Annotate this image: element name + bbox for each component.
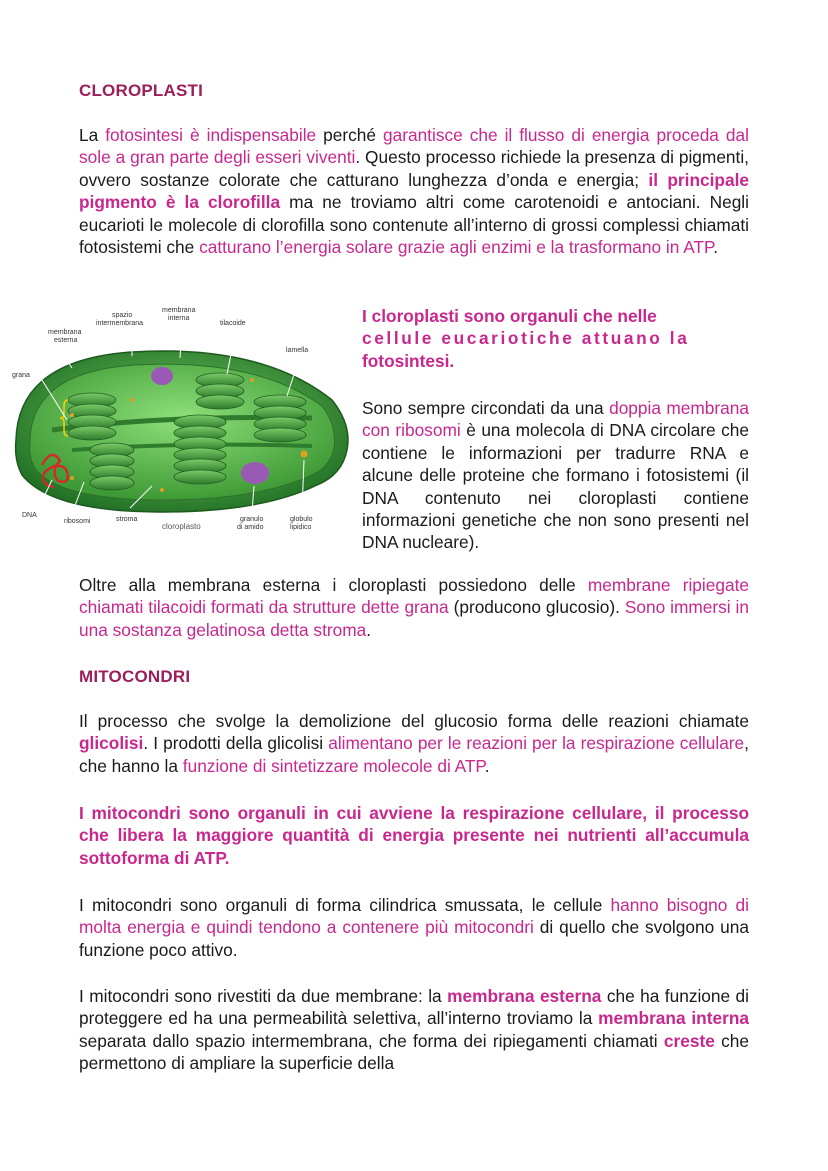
text-run: Oltre alla membrana esterna i cloroplasti possiedono delle <box>79 575 588 595</box>
text-run: funzione di sintetizzare molecole di ATP <box>182 755 485 776</box>
lead-line-3: fotosintesi. <box>362 350 455 371</box>
lead-mitocondri: I mitocondri sono organuli in cui avviene la respirazione cellulare, il processo che libera la maggiore quantità di energia presente nei nutrienti all’accumula sottoforma di ATP. <box>79 803 749 868</box>
text-run: doppia membrana con ribosomi <box>362 398 749 441</box>
label-globulo-2: lipidico <box>290 524 312 531</box>
text-run: separata dallo spazio intermembrana, che forma dei ripiegamenti chiamati <box>79 1030 664 1051</box>
chloroplast-illustration <box>12 300 356 540</box>
lead-line-1: I cloroplasti sono organuli che nelle <box>362 306 657 326</box>
text-run: che ha funzione di proteggere ed ha una permeabilità selettiva, all’interno troviamo la <box>79 986 750 1029</box>
paragraph-doppia-membrana <box>362 397 749 554</box>
paragraph-membrane-mitocondri <box>79 985 749 1075</box>
text-run: membrana interna <box>598 1008 749 1029</box>
label-lamella: lamella <box>286 347 309 354</box>
text-run: Sono immersi in una sostanza gelatinosa detta stroma <box>79 597 749 640</box>
text-run: . I prodotti della glicolisi <box>143 733 329 754</box>
text-run: (producono glucosio). <box>448 597 625 618</box>
text-run: è una molecola di DNA circolare che contiene le informazioni per tradurre RNA e alcune delle proteine che formano i fotosistemi (il DNA contenuto nei cloroplasti contiene informazioni genetiche che non sono presenti nel DNA nucleare). <box>362 420 749 553</box>
label-stroma: stroma <box>116 516 138 523</box>
lead-line-2: cellule eucariotiche attuano la <box>362 328 690 349</box>
text-run: il principale pigmento è la clorofilla <box>79 169 749 213</box>
chloroplast-diagram <box>12 300 356 540</box>
label-spazio: spazio <box>112 312 133 319</box>
text-run: . Questo processo richiede la presenza di pigmenti, ovvero sostanze colorate che catturano lunghezza d’onda e energia; <box>79 147 749 190</box>
section-title-cloroplasti: CLOROPLASTI <box>79 81 204 100</box>
text-run: hanno bisogno di molta energia e quindi tendono a contenere più mitocondri <box>79 895 749 938</box>
label-tilacoide: tilacoide <box>220 320 246 327</box>
paragraph-forma-mitocondri <box>79 894 749 961</box>
label-membrana-esterna-1: membrana <box>48 329 82 336</box>
label-granulo-1: granulo <box>240 516 264 523</box>
text-run: alimentano per le reazioni per la respirazione cellulare <box>328 733 745 754</box>
paragraph-fotosintesi <box>79 124 749 258</box>
text-run: glicolisi <box>79 733 144 754</box>
label-globulo-1: globulo <box>290 516 313 523</box>
text-run: La <box>79 125 106 145</box>
label-intermembrana: intermembrana <box>96 320 144 327</box>
text-run: ma ne troviamo altri come carotenoidi e antociani. Negli eucarioti le molecole di clorofilla sono contenute all’interno di grossi complessi chiamati fotosistemi che <box>79 192 749 258</box>
paragraph-glicolisi <box>79 710 749 777</box>
label-cloroplasto: cloroplasto <box>162 522 201 531</box>
label-ribosomi: ribosomi <box>64 518 91 525</box>
text-run: . <box>484 755 490 776</box>
lead-cloroplasti <box>362 305 749 372</box>
label-grana: grana <box>12 372 30 379</box>
text-run: fotosintesi è indispensabile <box>105 125 317 145</box>
label-dna: DNA <box>22 512 37 519</box>
text-run: di quello che svolgono una funzione poco attivo. <box>79 917 749 960</box>
text-run: catturano l’energia solare grazie agli enzimi e la trasformano in ATP <box>199 237 714 258</box>
text-run: I mitocondri sono organuli di forma cilindrica smussata, le cellule <box>79 895 611 915</box>
label-granulo-2: di amido <box>237 524 264 531</box>
text-run: I mitocondri sono rivestiti da due membrane: la <box>79 986 448 1006</box>
text-run: creste <box>663 1030 715 1051</box>
text-run: membrana esterna <box>447 986 602 1006</box>
text-run: perché <box>316 125 383 145</box>
text-run: garantisce che il flusso di energia proceda dal sole a gran parte degli esseri viventi <box>79 125 749 168</box>
text-run: . <box>713 237 719 258</box>
text-run: che permettono di ampliare la superficie della <box>79 1030 749 1074</box>
text-run: membrane ripiegate chiamati tilacoidi formati da strutture dette grana <box>79 575 749 618</box>
text-run: Sono sempre circondati da una <box>362 398 610 418</box>
text-run: . <box>366 619 372 640</box>
text-run: Il processo che svolge la demolizione del glucosio forma delle reazioni chiamate <box>79 711 749 731</box>
label-membrana-interna-1: membrana <box>162 307 196 314</box>
text-run: , che hanno la <box>79 733 749 776</box>
label-membrana-esterna-2: esterna <box>54 337 78 344</box>
paragraph-tilacoidi <box>79 574 749 641</box>
section-title-mitocondri: MITOCONDRI <box>79 667 191 686</box>
label-membrana-interna-2: interna <box>168 315 190 322</box>
